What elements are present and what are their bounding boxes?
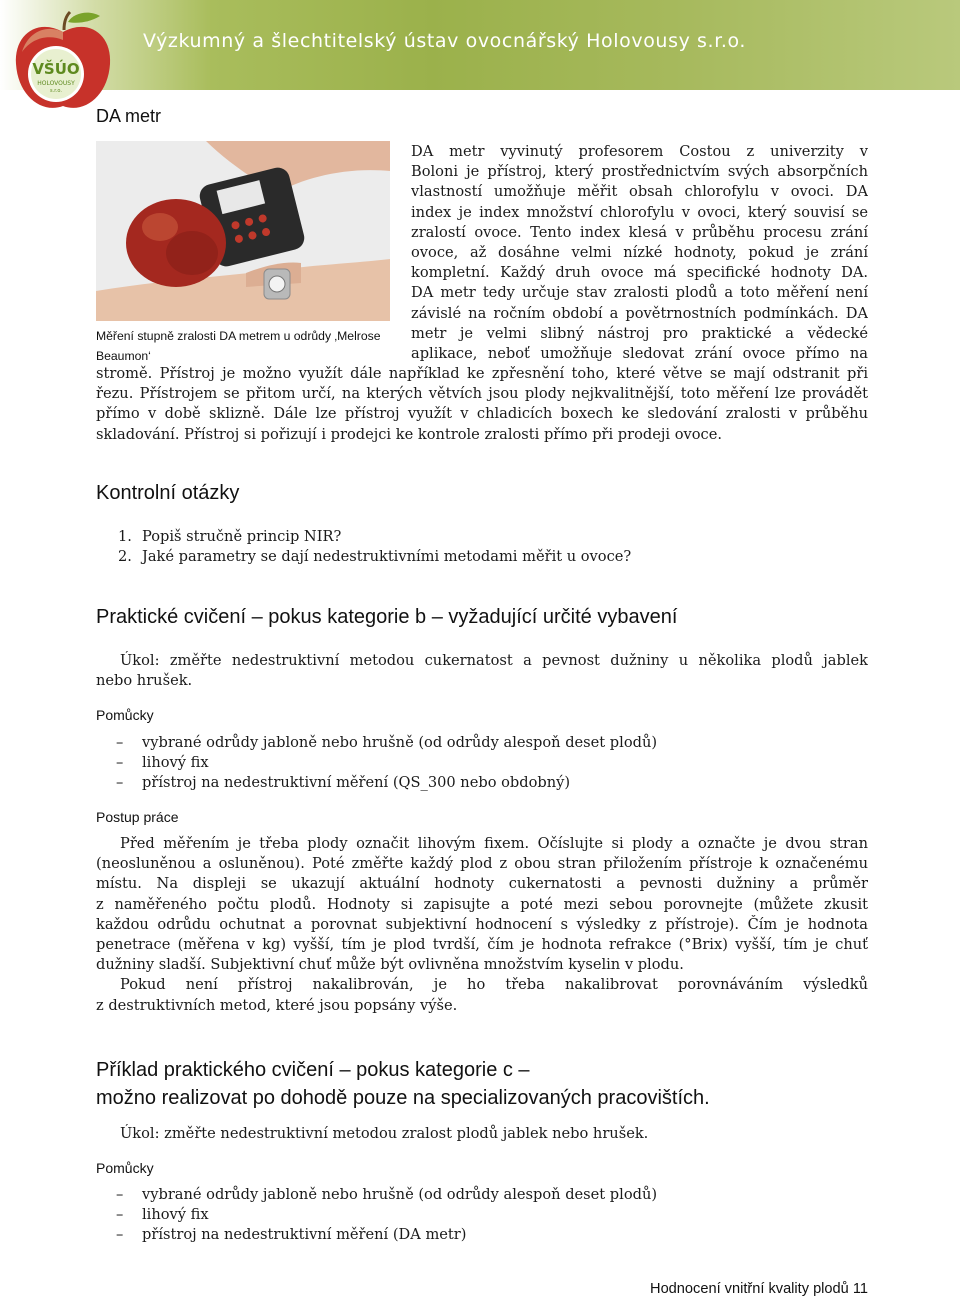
text-line: z destruktivních metod, které jsou popsány výše.: [96, 996, 458, 1014]
dash-bullet: –: [116, 1186, 124, 1203]
procedure-heading: Postup práce: [96, 809, 179, 825]
text-line: stromě. Přístroj je možno využít dále například ke zpřesnění toho, které větve se mají odstranit při: [96, 365, 868, 382]
text-line: Úkol: změřte nedestruktivní metodou zralost plodů jablek nebo hrušek.: [120, 1125, 649, 1142]
item-text: přístroj na nedestruktivní měření (QS_300 nebo obdobný): [142, 774, 571, 792]
text-line: vlastností umožňuje měřit obsah chlorofylu v ovoci. DA: [411, 183, 868, 201]
dash-bullet: –: [116, 1226, 124, 1244]
list-item: [96, 753, 657, 773]
procedure-paragraph: [96, 834, 868, 1016]
text-line: kompletní. Každý druh ovoce má specifické hodnoty DA.: [411, 264, 868, 282]
text-line: přímo v době sklizně. Dále lze přístroj využít v chladicích boxech ke sledování zralosti v průběhu: [96, 405, 868, 423]
text-line: index je index množství chlorofylu v ovoci, který souvisí se: [411, 203, 868, 221]
footer-text: Hodnocení vnitřní kvality plodů: [650, 1281, 849, 1297]
text-line: metr je velmi slibný nástroj pro praktické a vědecké: [411, 324, 868, 342]
da-wrap-paragraph: [411, 142, 868, 364]
dash-bullet: –: [116, 1206, 124, 1224]
text-line: aplikace, neboť umožňuje sledovat zrání ovoce přímo na: [411, 345, 868, 363]
text-line: řezu. Přístrojem se přitom určí, na kterých větvích jsou plody nejkvalitnější, toto měření lze provádět: [96, 385, 868, 403]
list-item: [96, 527, 631, 547]
questions-heading: Kontrolní otázky: [96, 482, 240, 504]
practical-c-heading: [96, 1056, 710, 1112]
text-line: Před měřením je třeba plody označit lihovým fixem. Očíslujte si plody a označte je dvou stran: [120, 835, 868, 852]
questions-list: [96, 527, 631, 567]
tools-list: [96, 733, 657, 794]
vsuo-apple-logo: [8, 8, 118, 118]
caption-line: Beaumon‘: [96, 349, 151, 363]
text-line: nebo hrušek.: [96, 672, 193, 690]
list-item: [96, 1185, 657, 1205]
item-number: 1.: [118, 528, 132, 545]
item-text: lihový fix: [142, 754, 209, 772]
text-line: skladování. Přístroj si pořizují i prodejci ke kontrole zralosti přímo při prodeji ovoce.: [96, 425, 722, 443]
tools-heading: Pomůcky: [96, 707, 154, 723]
item-number: 2.: [118, 548, 132, 566]
item-text: vybrané odrůdy jabloně nebo hrušně (od odrůdy alespoň deset plodů): [142, 734, 658, 751]
text-line: z naměřeného počtu plodů. Hodnoty si zapisujte a poté mezi sebou porovnejte (můžete zkusit: [96, 895, 868, 913]
da-full-paragraph: [96, 364, 868, 445]
text-line: Úkol: změřte nedestruktivní metodou cukernatost a pevnost dužniny u několika plodů jablek: [120, 652, 868, 669]
page-number: 11: [852, 1281, 868, 1297]
header-banner: [0, 0, 960, 90]
dash-bullet: –: [116, 754, 124, 772]
text-line: Boloni je přístroj, který prostřednictvím svých absorpčních: [411, 163, 868, 181]
practical-c-task: [120, 1124, 868, 1144]
heading-line: Příklad praktického cvičení – pokus kategorie c –: [96, 1059, 530, 1081]
practical-b-task: [96, 651, 868, 691]
list-item: [96, 1225, 657, 1245]
tools-list-c: [96, 1185, 657, 1246]
caption-line: Měření stupně zralosti DA metrem u odrůdy ‚Melrose: [96, 329, 381, 343]
item-text: přístroj na nedestruktivní měření (DA metr): [142, 1226, 467, 1244]
logo-tiny-text: s.r.o.: [50, 88, 62, 94]
text-line: ovoce, až dosáhne velmi nízké hodnoty, pokud je zrání: [411, 244, 868, 262]
item-text: Jaké parametry se dají nedestruktivními metodami měřit u ovoce?: [142, 548, 632, 566]
text-line: DA metr tedy určuje stav zralosti plodů a toto měření není: [411, 284, 868, 302]
apple-meter-photo: [96, 141, 390, 321]
logo-subtext: HOLOVOUSY: [37, 80, 75, 87]
text-line: Pokud není přístroj nakalibrován, je ho třeba nakalibrovat porovnáváním výsledků: [120, 976, 868, 994]
item-text: lihový fix: [142, 1206, 209, 1224]
text-line: DA metr vyvinutý profesorem Costou z univerzity v: [411, 143, 868, 160]
list-item: [96, 1205, 657, 1225]
text-line: (neosluněnou a osluněnou). Poté změřte každý plod z obou stran přiložením přístroje k označenému: [96, 855, 868, 873]
text-line: penetrace (měřena v kg) vyšší, tím je plod tvrdší, čím je hodnota refrakce (°Brix) vyšší, tím je chuť: [96, 936, 868, 954]
dash-bullet: –: [116, 734, 124, 751]
item-text: vybrané odrůdy jabloně nebo hrušně (od odrůdy alespoň deset plodů): [142, 1186, 658, 1203]
list-item: [96, 773, 657, 793]
text-line: místu. Na displeji se ukazují aktuální hodnoty cukernatosti a pevnosti dužniny a průměr: [96, 875, 868, 893]
logo-text: VŠÚO: [32, 60, 80, 78]
practical-b-heading: Praktické cvičení – pokus kategorie b – vyžadující určité vybavení: [96, 606, 678, 628]
list-item: [96, 733, 657, 753]
institute-title: Výzkumný a šlechtitelský ústav ovocnářský Holovousy s.r.o.: [143, 30, 747, 52]
photo-caption: [96, 326, 396, 366]
heading-line: možno realizovat po dohodě pouze na specializovaných pracovištích.: [96, 1087, 710, 1109]
text-line: dužniny sladší. Subjektivní chuť může být ovlivněna množstvím kyselin v plodu.: [96, 956, 684, 974]
section-heading-da-metr: DA metr: [96, 106, 162, 126]
text-line: každou odrůdu ochutnat a porovnat subjektivní hodnocení s výsledky z přístroje). Čím je hodnota: [96, 915, 868, 933]
tools-heading-c: Pomůcky: [96, 1160, 154, 1176]
list-item: [96, 547, 631, 567]
dash-bullet: –: [116, 774, 124, 792]
text-line: zralostí ovoce. Tento index klesá v průběhu procesu zrání: [411, 223, 868, 241]
text-line: závislé na ročním období a povětrnostních podmínkách. DA: [411, 304, 868, 322]
page-footer: [650, 1281, 868, 1297]
item-text: Popiš stručně princip NIR?: [142, 528, 342, 545]
